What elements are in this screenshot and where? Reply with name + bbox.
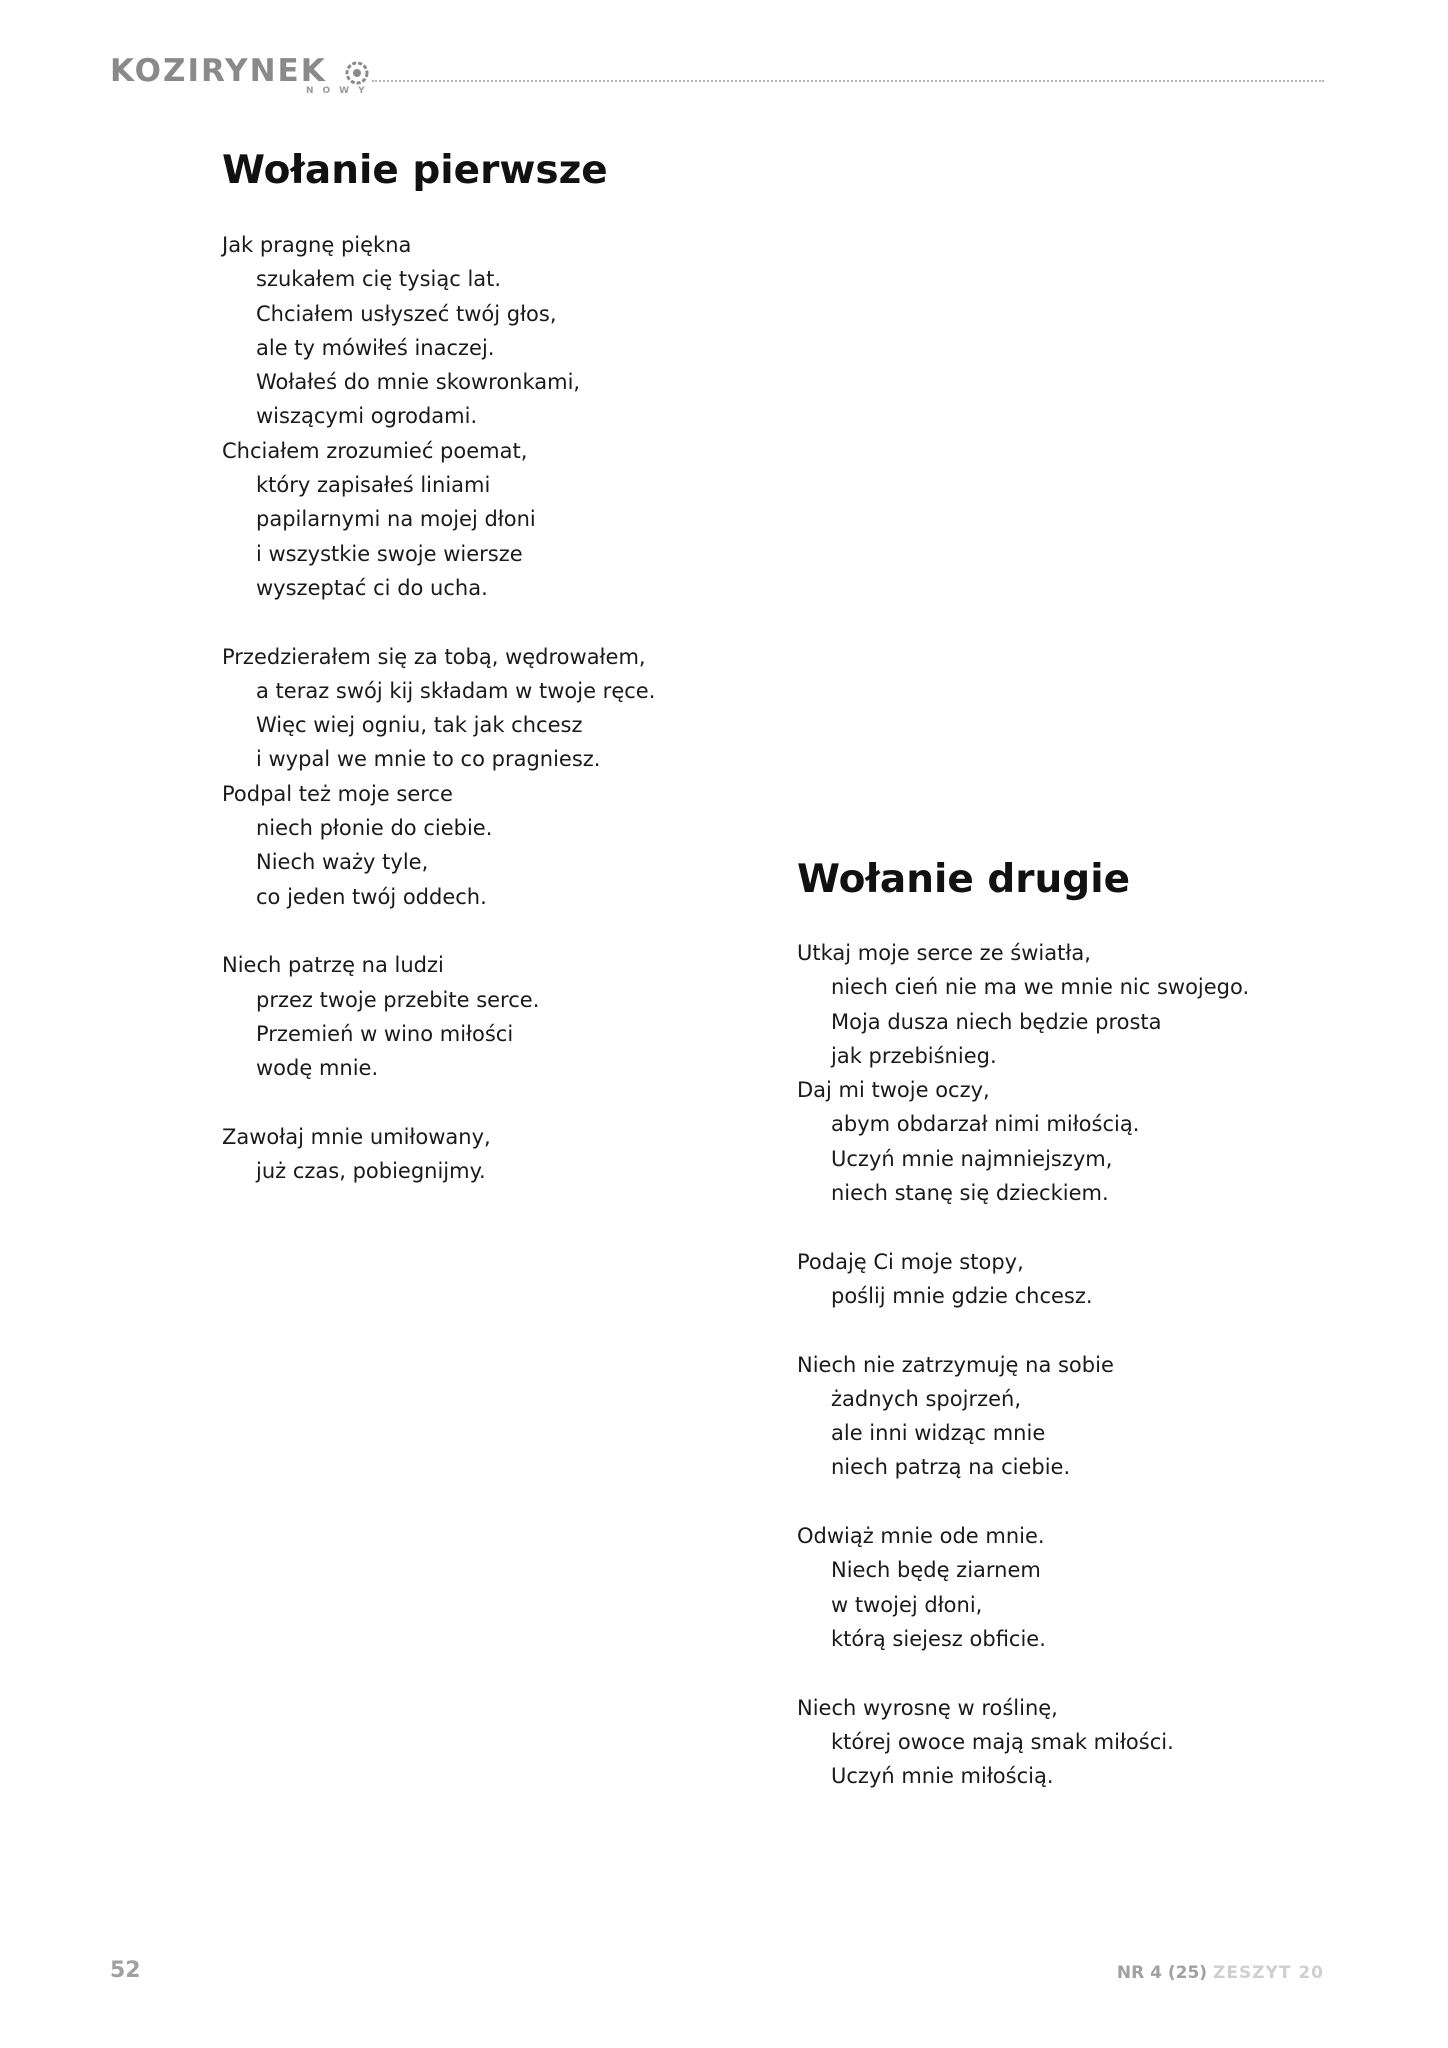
poem-line: ale inni widząc mnie [831,1421,1046,1446]
gear-icon [342,58,372,88]
poem-line: niech płonie do ciebie. [256,816,493,841]
issue-number: NR 4 (25) [1116,1963,1208,1983]
poem-line: Wołałeś do mnie skowronkami, [256,370,581,395]
zeszyt-number: ZESZYT 20 [1213,1963,1324,1983]
stanza [797,1245,1249,1314]
poem-body-first [222,228,655,1188]
stanza [797,1519,1249,1656]
poem-line: papilarnymi na mojej dłoni [256,507,536,532]
poem-line: której owoce mają smak miłości. [831,1729,1174,1754]
poem-line: Niech waży tyle, [256,850,429,875]
poem-line: co jeden twój oddech. [256,884,487,909]
poem-line: a teraz swój kij składam w twoje ręce. [256,678,656,703]
poem-line: Moja dusza niech będzie prosta [831,1009,1162,1034]
page-number: 52 [110,1958,141,1983]
poem-title-second: Wołanie drugie [797,857,1131,902]
poem-line: Utkaj moje serce ze światła, [797,941,1091,965]
stanza [797,1691,1249,1794]
poem-line: Chciałem usłyszeć twój głos, [256,301,557,326]
magazine-logo: KOZIRYNEK [110,53,327,89]
poem-line: Uczyń mnie najmniejszym, [831,1146,1113,1171]
poem-line: który zapisałeś liniami [256,473,491,498]
poem-line: Zawołaj mnie umiłowany, [222,1124,491,1149]
poem-line: Niech nie zatrzymuję na sobie [797,1352,1114,1377]
page-header [110,54,1324,100]
stanza [222,948,655,1085]
poem-line: wodę mnie. [256,1056,379,1081]
stanza [222,1120,655,1189]
poem-line: Przemień w wino miłości [256,1021,514,1046]
poem-line: w twojej dłoni, [831,1592,983,1617]
stanza [222,640,655,914]
poem-line: Więc wiej ogniu, tak jak chcesz [256,713,583,738]
poem-line: Uczyń mnie miłością. [831,1764,1054,1789]
poem-line: wiszącymi ogrodami. [256,404,478,429]
poem-line: którą siejesz obficie. [831,1626,1046,1651]
poem-line: Niech patrzę na ludzi [222,953,444,978]
poem-line: Niech będę ziarnem [831,1558,1041,1583]
poem-line: niech patrzą na ciebie. [831,1455,1071,1480]
poem-line: wyszeptać ci do ucha. [256,575,488,600]
poem-line: Podaję Ci moje stopy, [797,1249,1024,1274]
poem-line: żadnych spojrzeń, [831,1386,1022,1411]
poem-line: już czas, pobiegnijmy. [256,1159,486,1184]
poem-line: Niech wyrosnę w roślinę, [797,1695,1058,1720]
issue-info [1117,1962,1324,1984]
stanza [797,936,1249,1210]
poem-line: i wypal we mnie to co pragniesz. [256,747,601,772]
stanza [797,1348,1249,1485]
poem-line: szukałem cię tysiąc lat. [256,267,502,292]
poem-line: Daj mi twoje oczy, [797,1078,990,1103]
header-divider [372,80,1324,82]
poem-line: Odwiąż mnie ode mnie. [797,1524,1045,1549]
poem-line: abym obdarzał nimi miłością. [831,1112,1140,1137]
poem-line: niech stanę się dzieckiem. [831,1181,1109,1206]
poem-line: Przedzierałem się za tobą, wędrowałem, [222,644,646,669]
poem-title-first: Wołanie pierwsze [222,148,608,193]
poem-line: przez twoje przebite serce. [256,987,540,1012]
poem-line: niech cień nie ma we mnie nic swojego. [831,975,1250,1000]
poem-line: jak przebiśnieg. [831,1043,997,1068]
poem-line: Chciałem zrozumieć poemat, [222,438,528,463]
poem-line: Jak pragnę piękna [222,233,412,257]
poem-line: ale ty mówiłeś inaczej. [256,335,495,360]
poem-line: poślij mnie gdzie chcesz. [831,1283,1093,1308]
poem-body-second [797,936,1249,1793]
stanza [222,228,655,605]
magazine-logo-subtext: NOWY [306,86,374,96]
poem-line: Podpal też moje serce [222,781,453,806]
poem-line: i wszystkie swoje wiersze [256,541,523,566]
